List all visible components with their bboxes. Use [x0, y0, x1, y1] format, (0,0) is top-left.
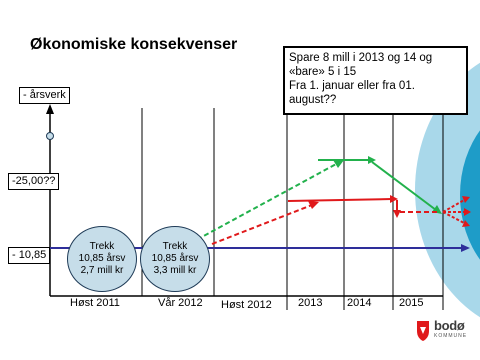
red-solid-line: [288, 199, 392, 201]
x-label-2013: 2013: [298, 297, 323, 309]
callout-box: [283, 46, 468, 115]
x-label-hoest-2011: Høst 2011: [70, 297, 120, 309]
x-label-hoest-2012: Høst 2012: [221, 299, 272, 311]
logo-sub: KOMMUNE: [434, 333, 468, 339]
bodo-kommune-logo: [415, 318, 468, 341]
y-axis-arrowhead: [46, 104, 54, 114]
bubble-vaar-2012: [140, 226, 210, 292]
red-down-arrowhead: [393, 210, 401, 218]
page-title: Økonomiske konsekvenser: [30, 36, 238, 53]
x-label-2015: 2015: [399, 297, 424, 309]
bubble-2-aarsverk: 10,85 årsv: [151, 253, 199, 264]
y-axis-marker: [47, 133, 54, 140]
y-label-mid: -25,00??: [8, 173, 59, 190]
x-label-vaar-2012: Vår 2012: [158, 297, 203, 309]
callout-line-2: «bare» 5 i 15: [289, 66, 357, 78]
bubble-1-aarsverk: 10,85 årsv: [78, 253, 126, 264]
bubble-2-title: Trekk: [162, 241, 188, 252]
bubble-hoest-2011: [67, 226, 137, 292]
bubble-2-amount: 3,3 mill kr: [153, 265, 197, 276]
y-label-top: - årsverk: [19, 87, 70, 104]
x-label-2014: 2014: [347, 297, 372, 309]
red-dashed-arrow: [212, 205, 312, 244]
callout-line-3: Fra 1. januar eller fra 01.: [289, 80, 415, 92]
y-label-low: - 10,85: [8, 247, 50, 264]
logo-name: bodø: [434, 318, 465, 333]
callout-line-1: Spare 8 mill i 2013 og 14 og: [289, 52, 433, 64]
bubble-1-amount: 2,7 mill kr: [80, 265, 124, 276]
callout-line-4: august??: [289, 94, 337, 106]
bubble-1-title: Trekk: [89, 241, 115, 252]
